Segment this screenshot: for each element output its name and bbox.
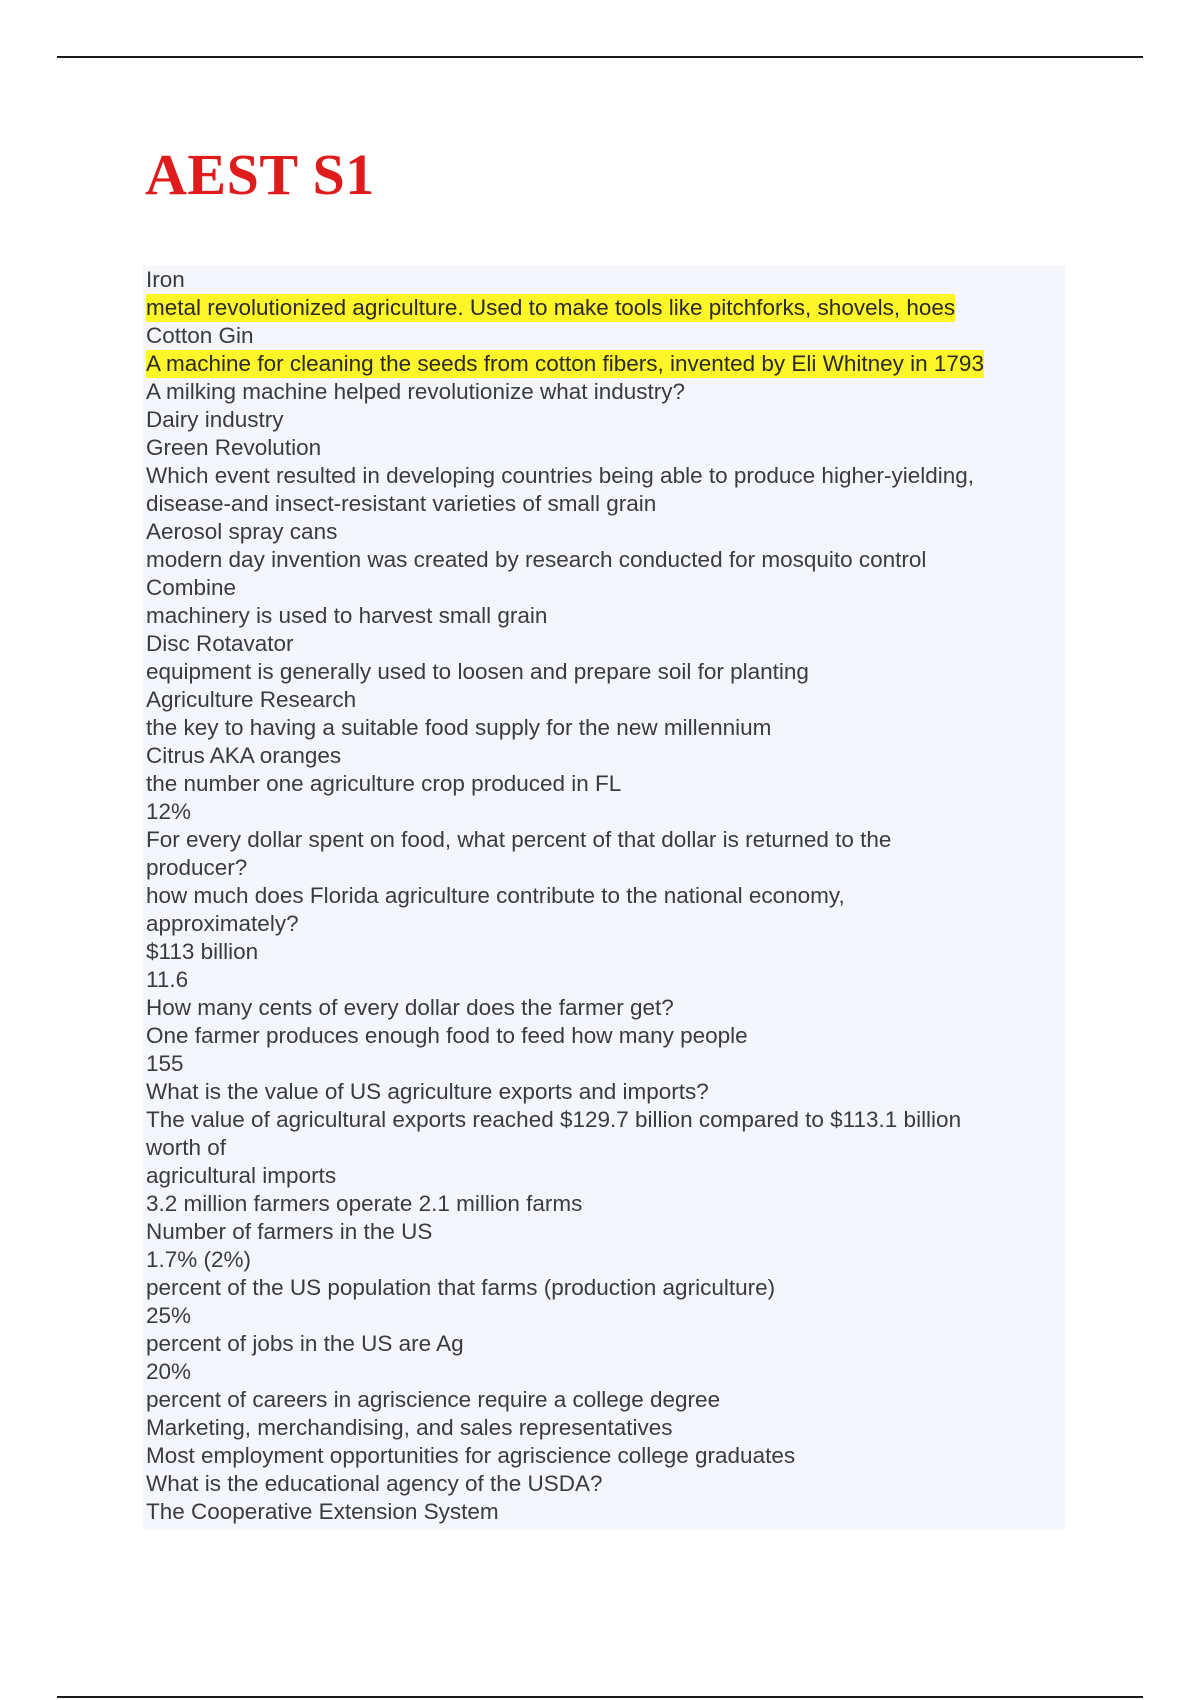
text-line: percent of the US population that farms (production agriculture): [146, 1275, 776, 1300]
text-line: Citrus AKA oranges: [146, 743, 342, 768]
top-divider: [57, 56, 1143, 58]
text-line: A milking machine helped revolutionize what industry?: [146, 379, 686, 404]
highlighted-text-line: A machine for cleaning the seeds from cotton fibers, invented by Eli Whitney in 1793: [146, 351, 984, 376]
text-line: how much does Florida agriculture contribute to the national economy,: [146, 883, 845, 908]
text-line: Agriculture Research: [146, 687, 357, 712]
document-title: AEST S1: [145, 142, 375, 207]
text-line: Disc Rotavator: [146, 631, 294, 656]
text-line: 1.7% (2%): [146, 1247, 252, 1272]
text-line: The Cooperative Extension System: [146, 1499, 499, 1524]
text-line: For every dollar spent on food, what percent of that dollar is returned to the: [146, 827, 892, 852]
text-line: the key to having a suitable food supply for the new millennium: [146, 715, 772, 740]
text-line: modern day invention was created by research conducted for mosquito control: [146, 547, 927, 572]
text-line: Which event resulted in developing countries being able to produce higher-yielding,: [146, 463, 975, 488]
text-line: 3.2 million farmers operate 2.1 million farms: [146, 1191, 583, 1216]
text-line: Aerosol spray cans: [146, 519, 338, 544]
text-line: the number one agriculture crop produced in FL: [146, 771, 622, 796]
text-line: percent of careers in agriscience require a college degree: [146, 1387, 721, 1412]
text-line: Number of farmers in the US: [146, 1219, 433, 1244]
text-line: The value of agricultural exports reached $129.7 billion compared to $113.1 billion: [146, 1107, 962, 1132]
text-line: Combine: [146, 575, 237, 600]
text-line: agricultural imports: [146, 1163, 337, 1188]
text-line: $113 billion: [146, 939, 259, 964]
text-line: How many cents of every dollar does the farmer get?: [146, 995, 674, 1020]
text-line: producer?: [146, 855, 248, 880]
text-line: Cotton Gin: [146, 323, 254, 348]
text-line: What is the educational agency of the USDA?: [146, 1471, 603, 1496]
text-line: equipment is generally used to loosen and prepare soil for planting: [146, 659, 809, 684]
text-line: Marketing, merchandising, and sales representatives: [146, 1415, 673, 1440]
text-line: Most employment opportunities for agriscience college graduates: [146, 1443, 796, 1468]
text-line: 155: [146, 1051, 184, 1076]
text-line: worth of: [146, 1135, 227, 1160]
text-line: What is the value of US agriculture exports and imports?: [146, 1079, 709, 1104]
highlighted-text-line: metal revolutionized agriculture. Used to make tools like pitchforks, shovels, hoes: [146, 295, 956, 320]
text-line: machinery is used to harvest small grain: [146, 603, 548, 628]
text-line: 20%: [146, 1359, 192, 1384]
text-line: Iron: [146, 267, 185, 292]
text-line: 25%: [146, 1303, 192, 1328]
text-line: percent of jobs in the US are Ag: [146, 1331, 464, 1356]
flashcard-text-block: [143, 266, 1065, 1530]
text-line: 11.6: [146, 967, 189, 992]
text-line: One farmer produces enough food to feed how many people: [146, 1023, 748, 1048]
text-line: disease-and insect-resistant varieties of small grain: [146, 491, 657, 516]
bottom-divider: [57, 1696, 1143, 1698]
text-line: Green Revolution: [146, 435, 322, 460]
text-line: Dairy industry: [146, 407, 284, 432]
text-line: 12%: [146, 799, 192, 824]
text-line: approximately?: [146, 911, 299, 936]
